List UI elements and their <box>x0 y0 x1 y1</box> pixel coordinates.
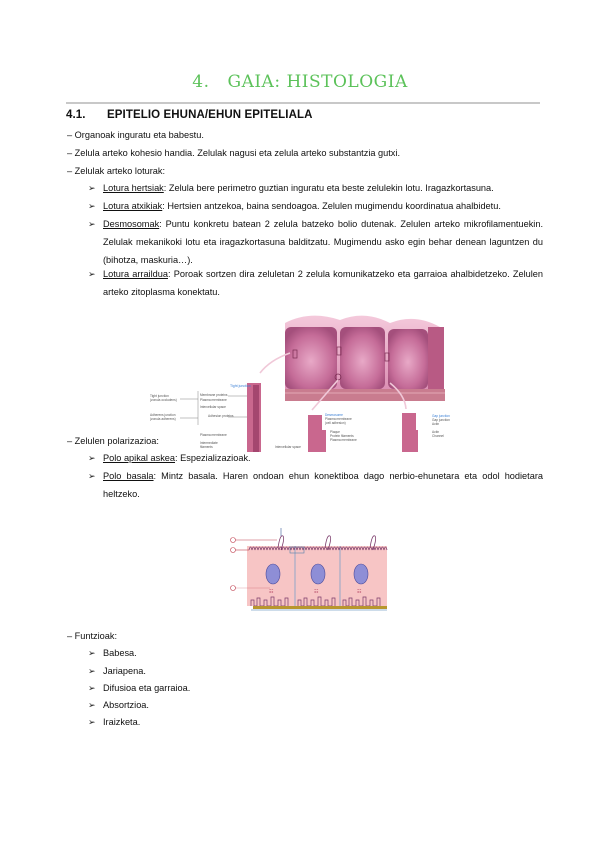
section-title: EPITELIO EHUNA/EHUN EPITELIALA <box>107 109 313 121</box>
arrow-bullet-icon: ➢ <box>88 183 96 193</box>
svg-text:Plasma membrane: Plasma membrane <box>330 438 357 442</box>
function-text: Difusioa eta garraioa. <box>103 683 191 693</box>
term: Desmosomak <box>103 219 160 229</box>
arrow-bullet-icon: ➢ <box>88 471 96 481</box>
svg-text:Tight junction: Tight junction <box>150 394 169 398</box>
chapter-title-text: GAIA: HISTOLOGIA <box>227 72 408 92</box>
function-text: Jariapena. <box>103 666 146 676</box>
arrow-bullet-icon: ➢ <box>88 219 96 229</box>
svg-text:Intercellular space: Intercellular space <box>200 405 226 409</box>
svg-text:Membrane proteins: Membrane proteins <box>200 393 228 397</box>
intro-item: – Zelulak arteko loturak: <box>67 166 166 176</box>
intro-item: – Organoak inguratu eta babestu. <box>67 130 204 140</box>
arrow-bullet-icon: ➢ <box>88 666 96 676</box>
svg-text:Intermediate: Intermediate <box>200 441 218 445</box>
svg-text:Protein filaments: Protein filaments <box>330 434 354 438</box>
term: Lotura atxikiak <box>103 201 163 211</box>
svg-text:Plasma membrane: Plasma membrane <box>325 417 352 421</box>
svg-text:Plasma membrane: Plasma membrane <box>200 398 227 402</box>
definition: : Mintz basala. Haren ondoan ehun konektiboa dago nerbio-ehunetara eta odol hodietara heltzeko. <box>103 471 543 499</box>
term: Lotura hertsiak <box>103 183 164 193</box>
definition: : Poroak sortzen dira zeluletan 2 zelula komunikatzeko eta garraioa ahalbidetzeko. Zelulen arteko zitoplasma konektatu. <box>103 269 544 297</box>
definition: : Puntu konkretu batean 2 zelula batzeko bolio dutenak. Zelulen arteko mikrofilamentuekin. Zelulak mekanikoki lotu eta iragazkortasuna balditzatu. Mugimendu asko egin behar denean laguntzen du (bihotza, maskuria…). <box>103 219 543 265</box>
function-text: Babesa. <box>103 648 137 658</box>
svg-text:☷: ☷ <box>314 589 319 595</box>
svg-text:Intercellular space: Intercellular space <box>275 445 301 449</box>
cell-polarity-figure <box>225 528 390 618</box>
function-text: Absortzioa. <box>103 700 149 710</box>
svg-text:Gap junction: Gap junction <box>432 414 450 418</box>
term: Polo apikal askea <box>103 453 176 463</box>
svg-text:Actin: Actin <box>432 430 440 434</box>
polarization-heading: – Zelulen polarizazioa: <box>67 436 159 446</box>
svg-text:Desmosome: Desmosome <box>325 413 343 417</box>
svg-text:Gap junction: Gap junction <box>432 418 450 422</box>
svg-text:(zonula adherens): (zonula adherens) <box>150 417 176 421</box>
arrow-bullet-icon: ➢ <box>88 648 96 658</box>
definition: : Zelula bere perimetro guztian inguratu eta beste zelulekin lotu. Iragazkortasuna. <box>163 183 494 193</box>
term: Polo basala <box>103 471 154 481</box>
svg-text:Actin: Actin <box>432 422 440 426</box>
arrow-bullet-icon: ➢ <box>88 269 96 279</box>
arrow-bullet-icon: ➢ <box>88 683 96 693</box>
intro-item: – Zelula arteko kohesio handia. Zelulak nagusi eta zelula arteko substantzia gutxi. <box>67 148 400 158</box>
cell-junctions-figure <box>150 305 450 430</box>
title-divider <box>66 102 540 104</box>
svg-text:☷: ☷ <box>269 589 274 595</box>
arrow-bullet-icon: ➢ <box>88 201 96 211</box>
functions-heading: – Funtzioak: <box>67 631 118 641</box>
term: Lotura arraildua <box>103 269 168 279</box>
definition: : Espezializazioak. <box>175 453 251 463</box>
arrow-bullet-icon: ➢ <box>88 717 96 727</box>
definition: : Hertsien antzekoa, baina sendoagoa. Zelulen mugimendu koordinatua ahalbidetu. <box>162 201 501 211</box>
arrow-bullet-icon: ➢ <box>88 700 96 710</box>
svg-text:Adherens junction: Adherens junction <box>150 413 176 417</box>
chapter-title <box>0 72 600 92</box>
svg-text:Plasma membrane: Plasma membrane <box>200 433 227 437</box>
function-text: Iraizketa. <box>103 717 141 727</box>
svg-text:Adhesion proteins: Adhesion proteins <box>208 414 234 418</box>
svg-text:☷: ☷ <box>357 589 362 595</box>
svg-text:filaments: filaments <box>200 445 213 449</box>
arrow-bullet-icon: ➢ <box>88 453 96 463</box>
chapter-number: 4. <box>192 72 210 92</box>
svg-text:Tight junction: Tight junction <box>230 384 251 388</box>
section-heading <box>66 109 313 121</box>
svg-text:(cell adhesion): (cell adhesion) <box>325 421 346 425</box>
svg-text:(zonula occludens): (zonula occludens) <box>150 398 177 402</box>
svg-text:Channel: Channel <box>432 434 444 438</box>
section-number: 4.1. <box>66 109 86 121</box>
svg-text:Plaque: Plaque <box>330 430 340 434</box>
